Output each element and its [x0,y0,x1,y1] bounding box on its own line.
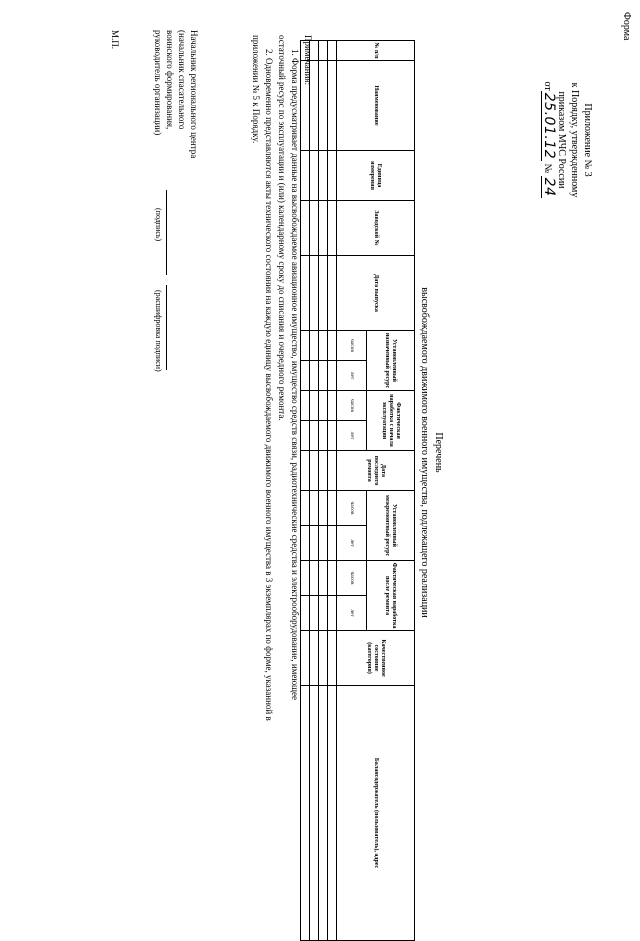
table-cell [328,451,337,491]
stamp-place: М.П. [110,30,120,50]
signatory-line-1: Начальник регионального центра [189,30,199,159]
table-cell [328,256,337,331]
table-cell [319,526,328,561]
table-cell [328,631,337,686]
col-release-date: Дата выпуска [337,256,415,331]
document-subtitle: высвобождаемого движимого военного имущества, подлежащего реализации [419,287,430,618]
table-cell [328,151,337,201]
table-cell [328,686,337,941]
note-1-cont: остаточный ресурс по эксплуатации и (или) календарному сроку до списания и очередного ремонта. [277,35,287,421]
table-cell [328,491,337,526]
table-cell [319,201,328,256]
table-cell [319,451,328,491]
col-assigned-resource: Установленный назначенный ресурс [367,331,415,391]
property-table [300,40,415,941]
table-cell [319,361,328,391]
note-1: 1. Форма предусматривает данные на высвобождаемое авиационное имущество, имущество средств связи, радиотехнические средства и электрооборудование, имеющее [290,49,300,700]
table-cell [319,491,328,526]
table-cell [328,596,337,631]
decoding-caption: (расшифровка подписи) [154,290,163,372]
table-cell [319,391,328,421]
signatory-line-3: воинского формирования, [165,30,175,130]
table-cell [328,41,337,61]
col-name: Наименование [337,61,415,151]
order-line [541,30,555,250]
table-cell [319,41,328,61]
table-cell [301,686,310,941]
table-cell [319,631,328,686]
table-cell [328,561,337,596]
note-2: 2. Одновременно представляются акты технического состояния на каждую единицу высвобождаемого движимого военного имущества в 3 экземплярах по форме, указанной в [264,49,274,721]
table-cell [319,561,328,596]
signature-line [166,190,167,275]
table-cell [328,331,337,361]
notes-block [249,35,314,721]
notes-label: Примечания: [303,35,313,86]
table-header-row [367,41,415,941]
appendix-line-1: Приложение № 3 [582,103,593,177]
table-cell [328,391,337,421]
table-cell [319,151,328,201]
sub-years: лет [337,596,367,631]
col-last-repair-date: Дата последнего ремонта [337,451,415,491]
sub-years: лет [337,361,367,391]
col-interrepair-resource: Установленный межремонтный ресурс [367,491,415,561]
order-number: 24 [541,177,557,197]
col-unit: Единица измерения [337,151,415,201]
table-cell [319,61,328,151]
sub-hours: часов [337,391,367,421]
note-2-cont: приложении № 5 к Порядку. [251,35,261,144]
appendix-line-2: к Порядку, утвержденному [569,82,580,198]
decoding-line [166,285,167,370]
table-cell [310,686,319,941]
table-row [328,41,337,941]
table-cell [319,421,328,451]
table-cell [328,201,337,256]
sub-hours: часов [337,491,367,526]
table-row [319,41,328,941]
order-date: 25.01.12 [541,92,557,160]
order-no-prefix: № [542,163,553,174]
table-cell [319,596,328,631]
table-cell [319,256,328,331]
col-holder: Балансодержатель (пользователь), адрес [337,686,415,941]
col-serial: Заводской № [337,201,415,256]
col-actual-after-repair: Фактическая наработка после ремонта [367,561,415,631]
table-cell [319,686,328,941]
table-cell [328,61,337,151]
col-condition: Качественное состояние (категория) [337,631,415,686]
order-prefix: от [542,81,553,91]
sub-years: лет [337,421,367,451]
signatory-block [152,30,200,158]
document-title: Перечень [433,432,444,473]
appendix-block [541,30,594,250]
sub-years: лет [337,526,367,561]
signatory-line-4: руководитель организации) [153,30,163,136]
signatory-line-2: (начальник спасательного [177,30,187,130]
signature-caption: (подпись) [154,208,163,242]
sub-hours: часов [337,331,367,361]
table-cell [328,526,337,561]
form-label: Форма [621,12,632,41]
table-cell [328,361,337,391]
table-cell [319,331,328,361]
sub-hours: часов [337,561,367,596]
table-cell [328,421,337,451]
appendix-line-3: приказом МЧС России [556,91,567,189]
col-actual-since-start: Фактическая наработка с начала эксплуатации [367,391,415,451]
col-num: № п/п [337,41,415,61]
